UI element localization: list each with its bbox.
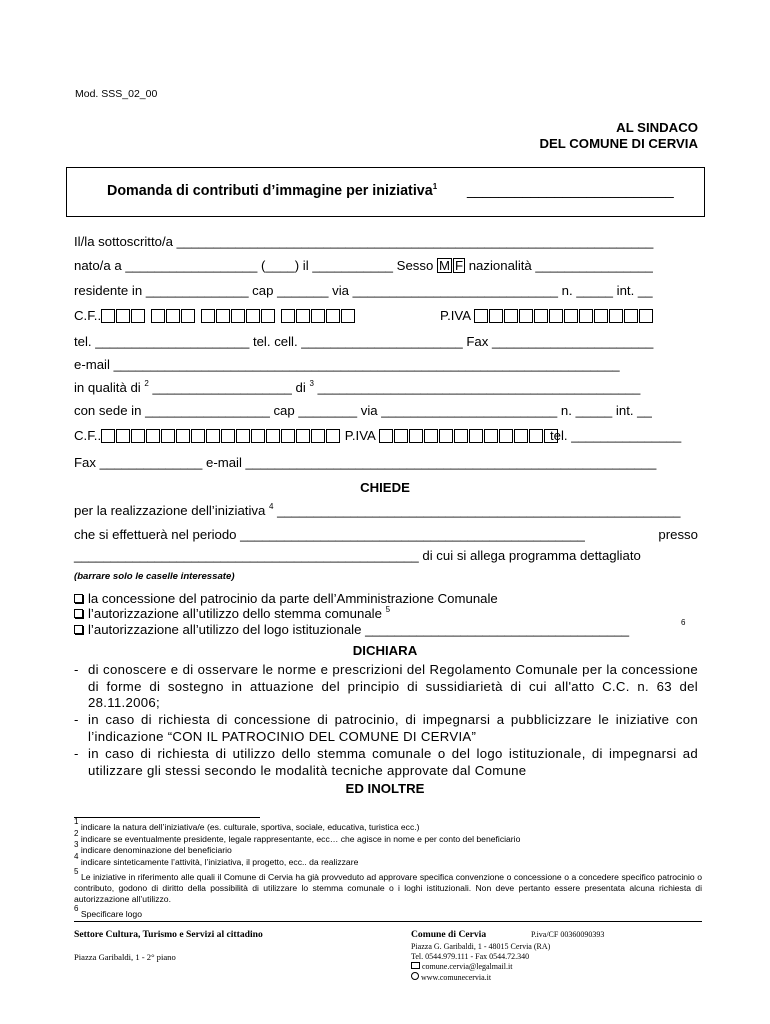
checkbox-icon[interactable] [74, 594, 83, 603]
addressee-line2: DEL COMUNE DI CERVIA [539, 136, 698, 151]
email-line[interactable]: e-mail _____________________________________________________________________ [74, 357, 620, 372]
footnote-4: $^4$ indicare sinteticamente l’attività, l’iniziativa, il progetto, ecc.. da realizzare [74, 852, 359, 867]
bullet-dash: - [74, 662, 79, 677]
addressee-line1: AL SINDACO [616, 120, 698, 135]
residente-line[interactable]: residente in ______________ cap _______ via ____________________________ n. _____ int. __ [74, 283, 653, 298]
programma-line[interactable]: _______________________________________________ di cui si allega programma dettagliato [74, 548, 641, 563]
footer-address: Piazza G. Garibaldi, 1 - 48015 Cervia (RA) [411, 942, 551, 951]
dichiara-item-1: di conoscere e di osservare le norme e prescrizioni del Regolamento Comunale per la concessione di forme di sostegno in attuazione del principio di sussidiarietà di cui all'atto C.C. n. 63 del 28.11.2006; [88, 662, 698, 710]
piva-row-1[interactable] [440, 308, 654, 323]
mail-icon [411, 962, 420, 969]
title-blank[interactable]: __________________________ [467, 183, 674, 199]
sede-line[interactable]: con sede in _________________ cap ________ via ________________________ n. _____ int. __ [74, 403, 652, 418]
footer-office: Settore Cultura, Turismo e Servizi al cittadino [74, 929, 263, 940]
fax-email-line[interactable]: Fax ______________ e-mail ________________________________________________________ [74, 455, 657, 470]
realizzazione-line[interactable]: per la realizzazione dell’iniziativa $^4$ _______________________________________________________ [74, 502, 681, 518]
dichiara-item-2: in caso di richiesta di concessione di patrocinio, di impegnarsi a pubblicizzare le iniziative con l’indicazione “CON IL PATROCINIO DEL COMUNE DI CERVIA” [88, 712, 698, 744]
checkbox-icon[interactable] [74, 609, 83, 618]
dichiara-item-3: in caso di richiesta di utilizzo dello stemma comunale o del logo istituzionale, di impegnarsi ad utilizzare gli stessi secondo le modalità tecniche approvate dal Comune [88, 746, 698, 778]
footer-office-address: Piazza Garibaldi, 1 - 2° piano [74, 952, 176, 962]
barrare-note: (barrare solo le caselle interessate) [74, 571, 235, 582]
bullet-dash: - [74, 746, 79, 761]
footnote-ref-6: 6 [681, 618, 686, 627]
footnote-5: $^5$ Le iniziative in riferimento alle quali il Comune di Cervia ha già provveduto ad approvare specifica convenzione o concessione o a concedere specifico patrocinio o contributo, godono di diritto della possibilità di utilizzare lo stemma comunale o i loghi istituzionali. Non deve pertanto essere presentata alcuna richiesta di autorizzazione all’utilizzo. [74, 867, 703, 904]
footer-comune: Comune di Cervia [411, 929, 487, 940]
dichiara-heading: DICHIARA [352, 643, 418, 658]
footer-divider [74, 921, 702, 922]
footer-piva: P.iva/CF 00360090393 [531, 930, 605, 939]
tel-2-field[interactable]: tel. _______________ [550, 428, 682, 443]
footnote-1: $^1$ indicare la natura dell’iniziativa/e (es. culturale, sportiva, sociale, educativa, turistica ecc.) [74, 817, 420, 832]
footer-tel-fax: Tel. 0544.979.111 - Fax 0544.72.340 [411, 952, 530, 961]
piva-label: P.IVA [440, 308, 471, 323]
qualita-line[interactable]: in qualità di $^2$ ___________________ di $^3$ ____________________________________________ [74, 379, 641, 395]
form-title: Domanda di contributi d’immagine per iniziativa$^1$ [107, 182, 438, 199]
cf-label: C.F.. [74, 308, 102, 323]
footnote-3: $^3$ indicare denominazione del beneficiario [74, 840, 232, 855]
sex-m-checkbox[interactable]: M [438, 258, 450, 273]
model-code: Mod. SSS_02_00 [75, 88, 158, 100]
option-stemma[interactable]: l’autorizzazione all’utilizzo dello stemma comunale $^5$ [74, 606, 390, 621]
sex-f-checkbox[interactable]: F [454, 258, 464, 273]
footnote-6: $^6$ Specificare logo [74, 904, 142, 919]
footnote-divider [74, 817, 260, 818]
bullet-dash: - [74, 712, 79, 727]
periodo-line[interactable]: che si effettuerà nel periodo _______________________________________________ [74, 527, 585, 542]
presso-label: presso [658, 527, 698, 542]
footer-web: www.comunecervia.it [411, 972, 491, 982]
globe-icon [411, 972, 419, 980]
cf-row-1[interactable] [74, 308, 361, 323]
chiede-heading: CHIEDE [360, 480, 410, 495]
option-patrocinio[interactable]: la concessione del patrocinio da parte dell’Amministrazione Comunale [74, 591, 498, 606]
footer-pec: comune.cervia@legalmail.it [411, 962, 512, 971]
nato-line[interactable]: nato/a a __________________ (____) il ___________ Sesso M F nazionalità ________________ [74, 258, 653, 273]
checkbox-icon[interactable] [74, 625, 83, 634]
sottoscritto-field[interactable]: Il/la sottoscritto/a _________________________________________________________________ [74, 234, 654, 249]
cf-row-2[interactable]: C.F.. P.IVA [74, 428, 559, 443]
ed-inoltre-heading: ED INOLTRE [345, 781, 425, 796]
tel-line[interactable]: tel. _____________________ tel. cell. ______________________ Fax ______________________ [74, 334, 654, 349]
footnote-2: $^2$ indicare se eventualmente presidente, legale rappresentante, ecc… che agisce in nome e per conto del beneficiario [74, 829, 521, 844]
option-logo[interactable]: l’autorizzazione all’utilizzo del logo istituzionale ____________________________________ [74, 622, 629, 637]
